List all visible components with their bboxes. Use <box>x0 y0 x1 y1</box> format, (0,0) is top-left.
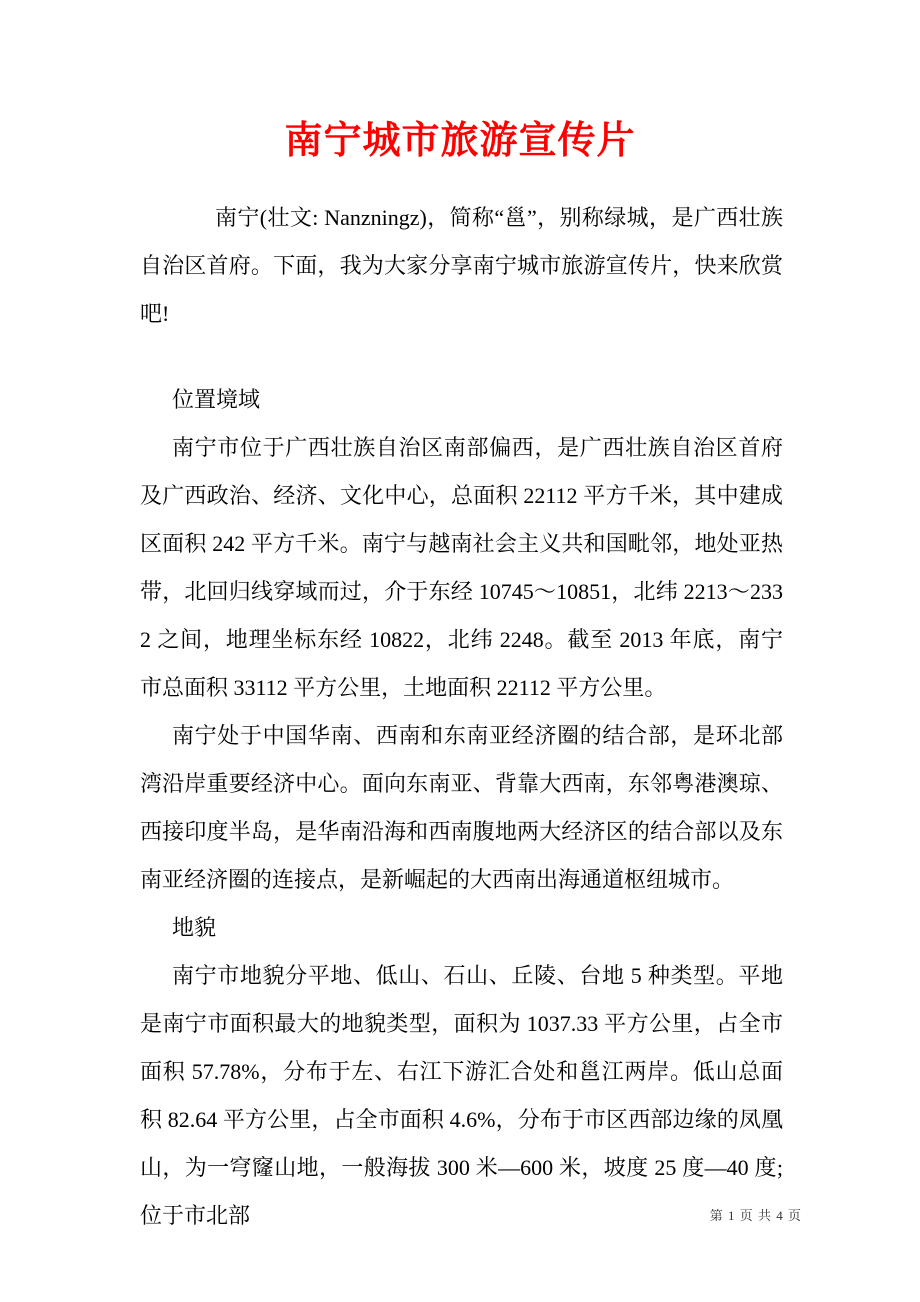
document-body <box>140 194 783 1240</box>
page-number-footer: 第 1 页 共 4 页 <box>709 1208 802 1223</box>
section-heading-landform: 地貌 <box>172 915 217 940</box>
document-title: 南宁城市旅游宣传片 <box>284 120 636 162</box>
paragraph-location-overview: 南宁市位于广西壮族自治区南部偏西，是广西壮族自治区首府及广西政治、经济、文化中心，总面积 22112 平方千米，其中建成区面积 242 平方千米。南宁与越南社会主义共和国毗邻，地处亚热带，北回归线穿域而过，介于东经 10745～10851，北纬 2213～2332 之间，地理坐标东经 10822，北纬 2248。截至 2013 年底，南宁市总面积 33112 平方公里，土地面积 22112 平方公里。 <box>140 435 783 700</box>
section-heading-location: 位置境域 <box>172 387 261 412</box>
paragraph-landform: 南宁市地貌分平地、低山、石山、丘陵、台地 5 种类型。平地是南宁市面积最大的地貌类型，面积为 1037.33 平方公里，占全市面积 57.78%，分布于左、右江下游汇合处和邕江两岸。低山总面积 82.64 平方公里，占全市面积 4.6%，分布于市区西部边缘的凤凰山，为一穹窿山地，一般海拔 300 米—600 米，坡度 25 度—40 度;位于市北部 <box>140 963 783 1228</box>
paragraph-economic-position: 南宁处于中国华南、西南和东南亚经济圈的结合部，是环北部湾沿岸重要经济中心。面向东南亚、背靠大西南，东邻粤港澳琼、西接印度半岛，是华南沿海和西南腹地两大经济区的结合部以及东南亚经济圈的连接点，是新崛起的大西南出海通道枢纽城市。 <box>140 723 783 892</box>
paragraph-intro: 南宁(壮文: Nanzningz)，简称“邕”，别称绿城，是广西壮族自治区首府。下面，我为大家分享南宁城市旅游宣传片，快来欣赏吧! <box>140 205 783 326</box>
